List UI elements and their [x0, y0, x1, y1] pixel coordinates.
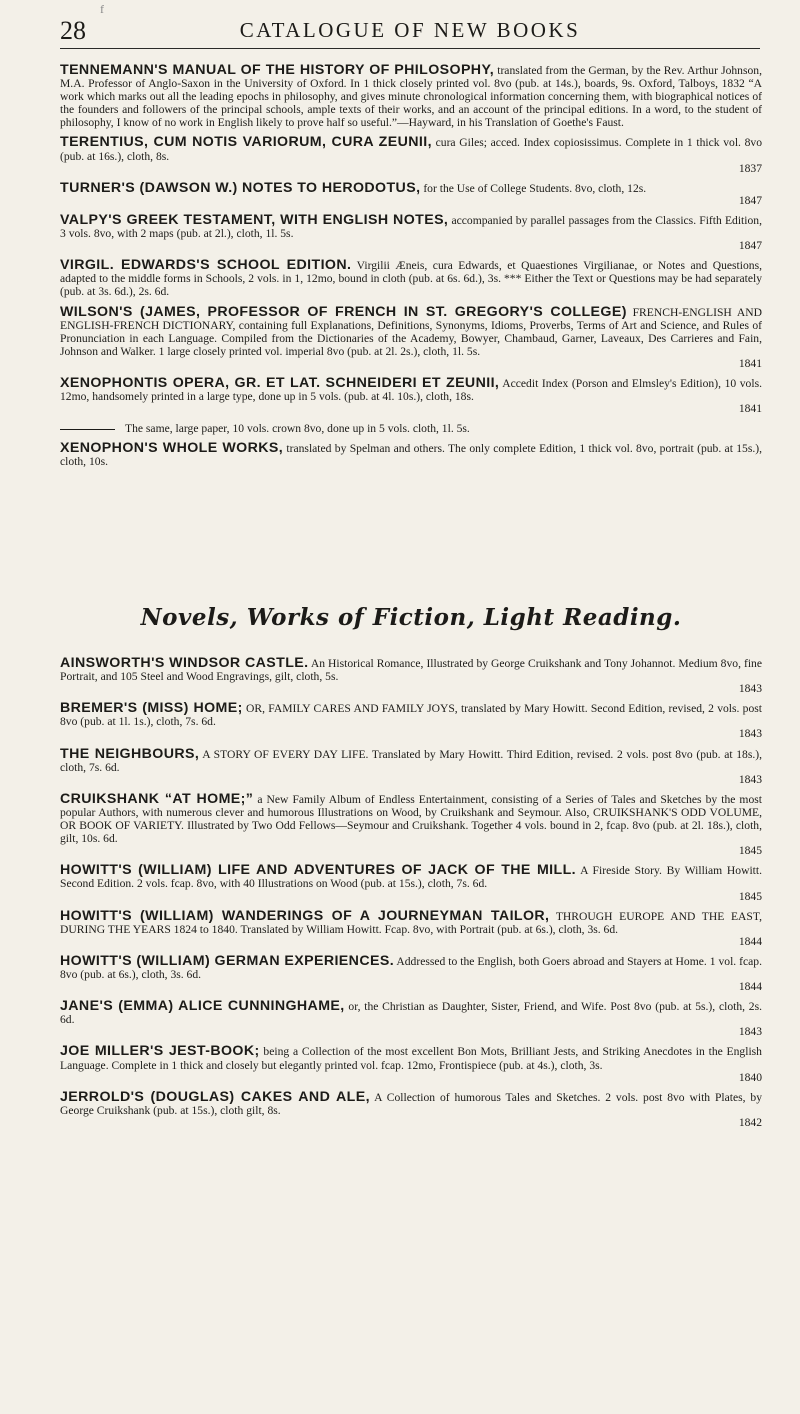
entry-year: 1845	[738, 889, 762, 903]
entry-year: 1841	[738, 356, 762, 370]
entry-year: 1847	[738, 193, 762, 207]
entry-description: FRENCH-ENGLISH AND ENGLISH-FRENCH DICTIONARY, containing full Explanations, Definitions, Synonyms, Idioms, Proverbs, Terms of Art and Science, and Rules of Pronunciation in each Language. Compiled from the Dictionaries of the Academy, Bowyer, Chambaud, Garner, Laveaux, Des Carrieres and Fain, Johnson and Walker. 1 large closely printed vol. imperial 8vo (pub. at 2l. 2s.), cloth, 1l. 5s.	[60, 305, 762, 358]
entry-lead: Addressed to the English, both	[396, 954, 540, 968]
catalogue-entry	[60, 211, 762, 253]
entry-lead: Accedit Index	[502, 376, 569, 390]
entry-description: Cruikshank and Tony Johannot. Medium 8vo, fine Portrait, and 105 Steel and Wood Engravings, gilt, cloth, 5s.	[60, 657, 763, 684]
catalogue-entry	[60, 1000, 762, 1038]
entry-year: 1843	[738, 772, 762, 786]
catalogue-entry	[60, 790, 762, 858]
entry-heading: TENNEMANN'S MANUAL OF THE HISTORY OF PHILOSOPHY,	[60, 62, 495, 78]
entry-heading: CRUIKSHANK “AT HOME;”	[60, 790, 254, 807]
catalogue-entry	[60, 657, 762, 695]
entry-heading: TERENTIUS, CUM NOTIS VARIORUM, CURA ZEUNII,	[60, 134, 432, 151]
entry-lead: Virgilii Æneis, cura Edwards, et Quaestiones	[356, 259, 578, 273]
catalogue-entry	[60, 259, 762, 298]
section-title: Novels, Works of Fiction, Light Reading.	[140, 604, 682, 631]
entry-description: Virgilianae, or Notes and Questions, adapted to the middle forms in Schools, 2 vols. in 1, 12mo, bound in cloth (pub. at 6s. 6d.), 3s. *** Either the Text or Questions may be had separately (pub. at 3s. 6d.), 2s. 6d.	[60, 259, 762, 299]
entry-lead: An Historical Romance, Illustrated by George	[310, 657, 525, 670]
entry-heading: VIRGIL. EDWARDS'S SCHOOL EDITION.	[60, 257, 352, 274]
catalogue-entry	[60, 179, 762, 207]
entry-year: 1837	[738, 161, 762, 175]
entry-description: Edition, 1 thick vol. 8vo, portrait (pub. at 15s.), cloth, 10s.	[60, 442, 762, 469]
entry-lead: a New Family Album of Endless Entertainment, consisting	[257, 792, 539, 806]
catalogue-entry	[60, 864, 762, 902]
page-number: 28	[60, 16, 86, 45]
entry-heading: THE NEIGHBOURS,	[60, 745, 200, 762]
entry-description: Howitt. Third Edition, revised. 2 vols. post 8vo (pub. at 18s.), cloth, 7s. 6d.	[60, 747, 762, 774]
ditto-rule	[60, 429, 115, 430]
entry-heading: XENOPHON'S WHOLE WORKS,	[60, 440, 284, 457]
entry-year: 1843	[738, 682, 762, 696]
entry-heading: AINSWORTH'S WINDSOR CASTLE.	[60, 655, 309, 671]
entry-description: THROUGH EUROPE AND THE EAST, DURING THE YEARS 1824 to 1840. Translated by William Howitt. Fcap. 8vo, with Portrait (pub. at 6s.), cloth, 3s. 6d.	[60, 909, 762, 936]
entry-description: Students. 8vo, cloth, 12s.	[529, 181, 647, 195]
entry-lead: A Collection of humorous Tales and	[374, 1090, 552, 1104]
entry-heading: HOWITT'S (WILLIAM) LIFE AND ADVENTURES OF JACK OF THE MILL.	[60, 862, 576, 879]
entry-description: Jests, and Striking Anecdotes in the English Language. Complete in 1 thick and closely but elegantly printed vol. fcap. 12mo, Frontispiece (pub. at 4s.), cloth, 3s.	[60, 1045, 762, 1072]
entry-description: the German, by the Rev. Arthur Johnson, M.A. Professor of Anglo-Saxon in the University of Oxford. In 1 thick closely printed vol. 8vo (pub. at 14s.), boards, 9s. Oxford, Talboys, 1832 “A work which marks out all the leading epochs in philosophy, and gives minute chronological information concerning them, with biographical notices of the founders and followers of the principal schools, ample texts of their works, and an account of the principal editions. In a word, to the student of philosophy, I know of no work in English likely to prove half so useful.”—Hayward, in his Translation of Goethe's Faust.	[60, 64, 762, 130]
entry-lead: cura Giles; acced. Index	[435, 136, 551, 150]
entry-description: (Porson and Elmsley's Edition), 10 vols. 12mo, handsomely printed in a large type, done up in 5 vols. (pub. at 4l. 10s.), cloth, 18s.	[60, 376, 762, 404]
entry-description: passages from the Classics. Fifth Edition, 3 vols. 8vo, with 2 maps (pub. at 2l.), cloth, 1l. 5s.	[60, 213, 762, 241]
entry-heading: JANE'S (EMMA) ALICE CUNNINGHAME,	[60, 998, 345, 1015]
catalogue-entry	[60, 907, 762, 948]
entry-year: 1843	[738, 727, 762, 741]
entry-lead: translated from	[497, 64, 568, 77]
entry-description: A Fireside Story. By William Howitt. Second Edition. 2 vols. fcap. 8vo, with 40 Illustrations on Wood (pub. at 15s.), cloth, 7s. 6d.	[60, 864, 763, 891]
catalogue-entry	[60, 442, 762, 468]
catalogue-entry	[60, 745, 762, 786]
entry-description: Sketches. 2 vols. post 8vo with Plates, by George Cruikshank (pub. at 15s.), cloth gilt, 8s.	[60, 1090, 763, 1117]
entry-heading: TURNER'S (DAWSON W.) NOTES TO HERODOTUS,	[60, 179, 421, 196]
entry-description: Mary Howitt. Second Edition, revised, 2 vols. post 8vo (pub. at 1l. 1s.), cloth, 7s. 6d.	[60, 702, 763, 729]
entry-heading: JERROLD'S (DOUGLAS) CAKES AND ALE,	[60, 1088, 370, 1105]
entry-heading: WILSON'S (JAMES, PROFESSOR OF FRENCH IN ST. GREGORY'S COLLEGE)	[60, 303, 627, 320]
entry-description: copiosissimus. Complete in 1 thick vol. 8vo (pub. at 16s.), cloth, 8s.	[60, 136, 763, 163]
entry-year: 1847	[738, 239, 762, 253]
entry-heading: HOWITT'S (WILLIAM) GERMAN EXPERIENCES.	[60, 952, 395, 969]
catalogue-entry	[60, 952, 763, 994]
entry-year: 1845	[738, 844, 762, 858]
page-header	[60, 2, 760, 49]
running-title: CATALOGUE OF NEW BOOKS	[239, 18, 581, 42]
catalogue-entry	[60, 702, 762, 740]
entry-year: 1843	[738, 1025, 762, 1039]
catalogue-entry	[60, 64, 762, 129]
entry-heading: VALPY'S GREEK TESTAMENT, WITH ENGLISH NOTES,	[60, 211, 449, 228]
corner-mark: f	[100, 2, 104, 16]
entry-lead: accompanied by parallel	[451, 213, 566, 227]
catalogue-entry	[60, 422, 762, 435]
catalogue-entry	[60, 1045, 762, 1083]
catalogue-column-upper	[60, 64, 762, 476]
catalogue-entry	[60, 374, 762, 416]
catalogue-entry	[60, 303, 762, 370]
entry-description: of a Series of Tales and Sketches by the most popular Authors, with numerous clever and humorous Illustrations on Wood, by Cruikshank and Seymour. Also, CRUIKSHANK'S ODD VOLUME, OR BOOK OF VARIETY. Illustrated by Two Odd Fellows—Seymour and Cruikshank. Together 4 vols. bound in 2, fcap. 8vo (pub. at 2l. 18s.), cloth, gilt, 10s. 6d.	[60, 792, 762, 846]
entry-year: 1844	[738, 980, 762, 994]
entry-lead: OR, FAMILY CARES AND FAMILY JOYS, translated by	[246, 702, 521, 716]
entry-lead: A STORY OF EVERY DAY LIFE. Translated by Mary	[202, 747, 465, 761]
entry-heading: BREMER'S (MISS) HOME;	[60, 700, 243, 717]
entry-lead: for the Use of College	[423, 181, 527, 195]
entry-lead: or, the Christian as Daughter, Sister, Friend,	[348, 1000, 557, 1014]
entry-lead: The same, large paper, 10 vols. crown 8vo, done up in 5 vols. cloth, 1l. 5s.	[125, 422, 470, 436]
entry-lead: translated by Spelman and others. The only complete	[286, 442, 536, 456]
entry-heading: HOWITT'S (WILLIAM) WANDERINGS OF A JOURNEYMAN TAILOR,	[60, 907, 550, 924]
entry-lead: being a Collection of the most excellent Bon Mots, Brilliant	[263, 1045, 550, 1059]
entry-description: and Wife. Post 8vo (pub. at 5s.), cloth, 2s. 6d.	[60, 1000, 762, 1027]
catalogue-entry	[60, 136, 762, 174]
catalogue-column-lower	[60, 604, 762, 1136]
entry-heading: XENOPHONTIS OPERA, GR. ET LAT. SCHNEIDERI ET ZEUNII,	[60, 374, 500, 391]
entry-heading: JOE MILLER'S JEST-BOOK;	[60, 1043, 260, 1060]
catalogue-entry	[60, 1088, 763, 1129]
entry-year: 1840	[738, 1070, 762, 1084]
entry-year: 1841	[738, 402, 762, 416]
entry-description: Goers abroad and Stayers at Home. 1 vol. fcap. 8vo (pub. at 6s.), cloth, 3s. 6d.	[60, 954, 763, 981]
entry-year: 1842	[738, 1115, 762, 1129]
entry-year: 1844	[738, 934, 762, 948]
